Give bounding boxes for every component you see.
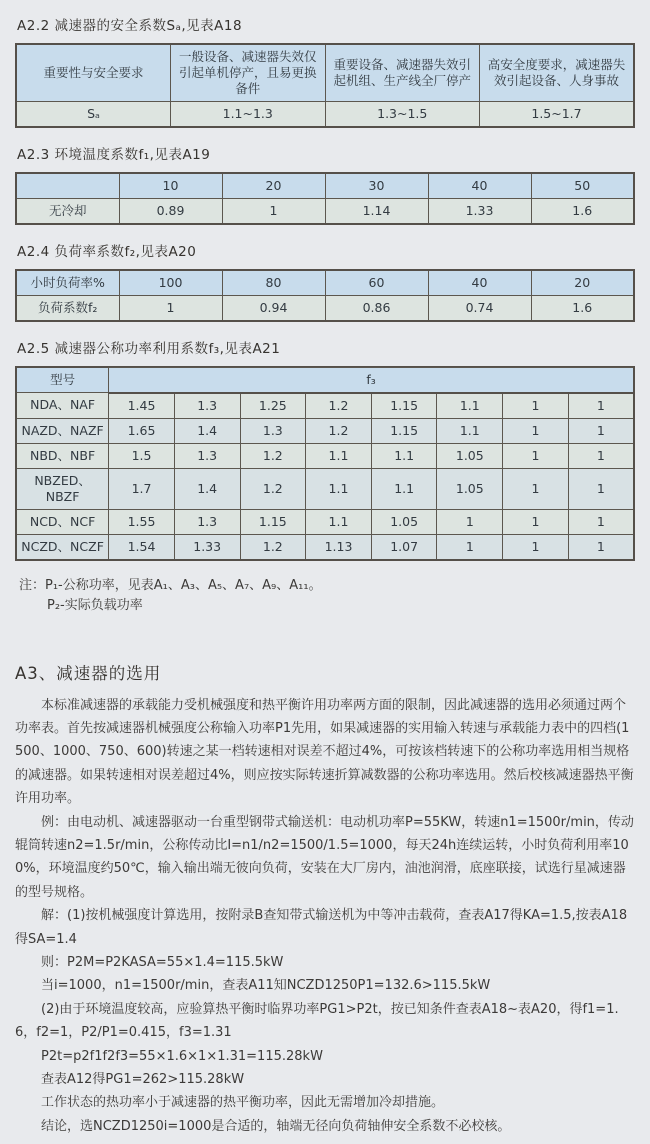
f3-header-row: [16, 367, 634, 393]
row-label-cell: NAZD、NAZF: [16, 418, 109, 443]
value-cell: 1.3: [174, 393, 240, 419]
value-cell: 1.5: [109, 443, 175, 468]
table-a21-body: [16, 393, 634, 560]
value-cell: 1.4: [174, 418, 240, 443]
value-cell: 1.55: [109, 509, 175, 534]
value-cell: 1.1~1.3: [171, 102, 326, 128]
value-cell: 1.54: [109, 534, 175, 560]
row-label-cell: NCZD、NCZF: [16, 534, 109, 560]
row-label-cell: NBD、NBF: [16, 443, 109, 468]
value-cell: 1: [503, 418, 569, 443]
model-column-header: 型号: [16, 367, 109, 393]
table-row: [16, 102, 634, 128]
row-label-cell: Sₐ: [16, 102, 171, 128]
value-cell: 1.2: [240, 468, 306, 509]
note-line-1: 注：P₁-公称功率，见表A₁、A₃、A₅、A₇、A₉、A₁₁。: [19, 577, 322, 593]
column-header-cell: 20: [531, 270, 634, 296]
value-cell: 1.1: [371, 443, 437, 468]
value-cell: 1: [503, 534, 569, 560]
table-row: [16, 468, 634, 509]
value-cell: 1.33: [174, 534, 240, 560]
value-cell: 1.15: [371, 418, 437, 443]
column-header-cell: 小时负荷率%: [16, 270, 119, 296]
value-cell: 1.15: [371, 393, 437, 419]
column-header-cell: 100: [119, 270, 222, 296]
value-cell: 0.94: [222, 296, 325, 322]
value-cell: 1.05: [437, 468, 503, 509]
text-line: 例：由电动机、减速器驱动一台重型钢带式输送机：电动机功率P=55KW，转速n1=1500r/min，传动辊筒转速n2=1.5r/min，公称传动比I=n1/n2=1500/1.5=1000，每天24h连续运转，小时负荷利用率100%，环境温度约50℃，输入输出端无彼向负荷，安装在大厂房内，油池润滑，底座联接，试选行星减速器的型号规格。: [15, 814, 634, 900]
text-line: 则：P2M=P2KASA=55×1.4=115.5kW: [15, 954, 284, 970]
table-a20-head: [16, 270, 634, 296]
column-header-cell: 20: [222, 173, 325, 199]
value-cell: 1.05: [437, 443, 503, 468]
row-label-cell: 负荷系数f₂: [16, 296, 119, 322]
text-line: 工作状态的热功率小于减速器的热平衡功率，因此无需增加冷却措施。: [15, 1095, 445, 1111]
value-cell: 1.1: [371, 468, 437, 509]
value-cell: 1.1: [437, 418, 503, 443]
section-heading-a22: A2.2 减速器的安全系数Sₐ,见表A18: [17, 18, 243, 34]
text-line: (2)由于环境温度较高，应验算热平衡时临界功率PG1>P2t，按已知条件查表A18~表A20，得f1=1.6，f2=1，P2/P1=0.415，f3=1.31: [15, 1001, 619, 1041]
row-label-cell: NBZED、NBZF: [16, 468, 109, 509]
value-cell: 1.1: [306, 468, 372, 509]
column-header-cell: 重要性与安全要求: [16, 44, 171, 102]
text-line: 查表A12得PG1=262>115.28kW: [15, 1072, 245, 1087]
value-cell: 1: [568, 443, 634, 468]
header-row: [16, 173, 634, 199]
value-cell: 1.2: [240, 443, 306, 468]
value-cell: 1.4: [174, 468, 240, 509]
value-cell: 1.3: [240, 418, 306, 443]
column-header-cell: 重要设备、减速器失效引起机组、生产线全厂停产: [325, 44, 480, 102]
value-cell: 1.2: [306, 393, 372, 419]
table-row: [16, 509, 634, 534]
table-a20-body: [16, 296, 634, 322]
value-cell: 1.45: [109, 393, 175, 419]
value-cell: 1.3~1.5: [325, 102, 480, 128]
section-heading-a3: A3、减速器的选用: [15, 663, 162, 683]
value-cell: 1: [568, 418, 634, 443]
value-cell: 0.86: [325, 296, 428, 322]
column-header-cell: 一般设备、减速器失效仅引起单机停产，且易更换备件: [171, 44, 326, 102]
value-cell: 1.1: [306, 443, 372, 468]
table-a18-head: [16, 44, 634, 102]
section-heading-a23: A2.3 环境温度系数f₁,见表A19: [17, 147, 211, 163]
text-line: 本标准减速器的承载能力受机械强度和热平衡许用功率两方面的限制，因此减速器的选用必须通过两个功率表。首先按减速器机械强度公称输入功率P1先用，如果减速器的实用输入转速与承载能力表中的四档(1500、1000、750、600)转速之某一档转速相对误差不超过4%，可按该档转速下的公称功率选用相当规格的减速器。如果转速相对误差超过4%，则应按实际转速折算减数器的公称功率选用。然后校核减速器热平衡许用功率。: [15, 697, 634, 807]
value-cell: 1: [568, 468, 634, 509]
value-cell: 1.15: [240, 509, 306, 534]
value-cell: 1.6: [531, 296, 634, 322]
value-cell: 1.6: [531, 199, 634, 225]
column-header-cell: 40: [428, 173, 531, 199]
table-a19-head: [16, 173, 634, 199]
table-row: [16, 534, 634, 560]
value-cell: 1.1: [306, 509, 372, 534]
table-row: [16, 199, 634, 225]
value-cell: 0.74: [428, 296, 531, 322]
value-cell: 1: [437, 509, 503, 534]
value-cell: 1.05: [371, 509, 437, 534]
row-label-cell: NDA、NAF: [16, 393, 109, 419]
column-header-cell: 80: [222, 270, 325, 296]
value-cell: 1: [503, 509, 569, 534]
a3-body-text: [15, 694, 635, 1139]
value-cell: 1.65: [109, 418, 175, 443]
column-header-cell: 高安全度要求，减速器失效引起设备、人身事故: [480, 44, 635, 102]
value-cell: 1.25: [240, 393, 306, 419]
table-a18-safety-factor: [15, 43, 635, 128]
row-label-cell: NCD、NCF: [16, 509, 109, 534]
value-cell: 1.2: [306, 418, 372, 443]
table-a18-body: [16, 102, 634, 128]
column-header-cell: 30: [325, 173, 428, 199]
value-cell: 1: [568, 534, 634, 560]
table-a21-head: [16, 367, 634, 393]
note-line-2: P₂-实际负载功率: [47, 597, 143, 613]
header-row: [16, 44, 634, 102]
text-line: P2t=p2f1f2f3=55×1.6×1×1.31=115.28kW: [15, 1048, 323, 1064]
table-row: [16, 393, 634, 419]
column-header-cell: [16, 173, 119, 199]
f3-span-header: f₃: [109, 367, 634, 393]
value-cell: 1: [222, 199, 325, 225]
table-row: [16, 296, 634, 322]
section-heading-a25: A2.5 减速器公称功率利用系数f₃,见表A21: [17, 341, 281, 357]
value-cell: 1.13: [306, 534, 372, 560]
header-row: [16, 270, 634, 296]
column-header-cell: 50: [531, 173, 634, 199]
value-cell: 1: [503, 468, 569, 509]
value-cell: 1.3: [174, 509, 240, 534]
column-header-cell: 40: [428, 270, 531, 296]
value-cell: 1.2: [240, 534, 306, 560]
table-a21-power-utilization: [15, 366, 635, 561]
row-label-cell: 无冷却: [16, 199, 119, 225]
value-cell: 1: [503, 393, 569, 419]
table-a19-body: [16, 199, 634, 225]
table-a19-temperature-coefficient: [15, 172, 635, 225]
value-cell: 1: [568, 509, 634, 534]
table-row: [16, 443, 634, 468]
value-cell: 1: [437, 534, 503, 560]
value-cell: 1.07: [371, 534, 437, 560]
section-heading-a24: A2.4 负荷率系数f₂,见表A20: [17, 244, 197, 260]
column-header-cell: 60: [325, 270, 428, 296]
value-cell: 1.5~1.7: [480, 102, 635, 128]
value-cell: 1.14: [325, 199, 428, 225]
value-cell: 1.7: [109, 468, 175, 509]
value-cell: 1: [119, 296, 222, 322]
value-cell: 0.89: [119, 199, 222, 225]
value-cell: 1: [503, 443, 569, 468]
value-cell: 1.3: [174, 443, 240, 468]
text-line: 解：(1)按机械强度计算选用，按附录B查知带式输送机为中等冲击载荷，查表A17得KA=1.5,按表A18得SA=1.4: [15, 908, 628, 947]
text-line: 结论，选NCZD1250i=1000是合适的，轴端无径向负荷轴伸安全系数不必校核。: [15, 1118, 511, 1134]
value-cell: 1.33: [428, 199, 531, 225]
value-cell: 1.1: [437, 393, 503, 419]
value-cell: 1: [568, 393, 634, 419]
table-row: [16, 418, 634, 443]
table-a20-load-factor: [15, 269, 635, 322]
table-note: [19, 576, 635, 616]
column-header-cell: 10: [119, 173, 222, 199]
text-line: 当i=1000，n1=1500r/min，查表A11知NCZD1250P1=132.6>115.5kW: [15, 978, 491, 994]
